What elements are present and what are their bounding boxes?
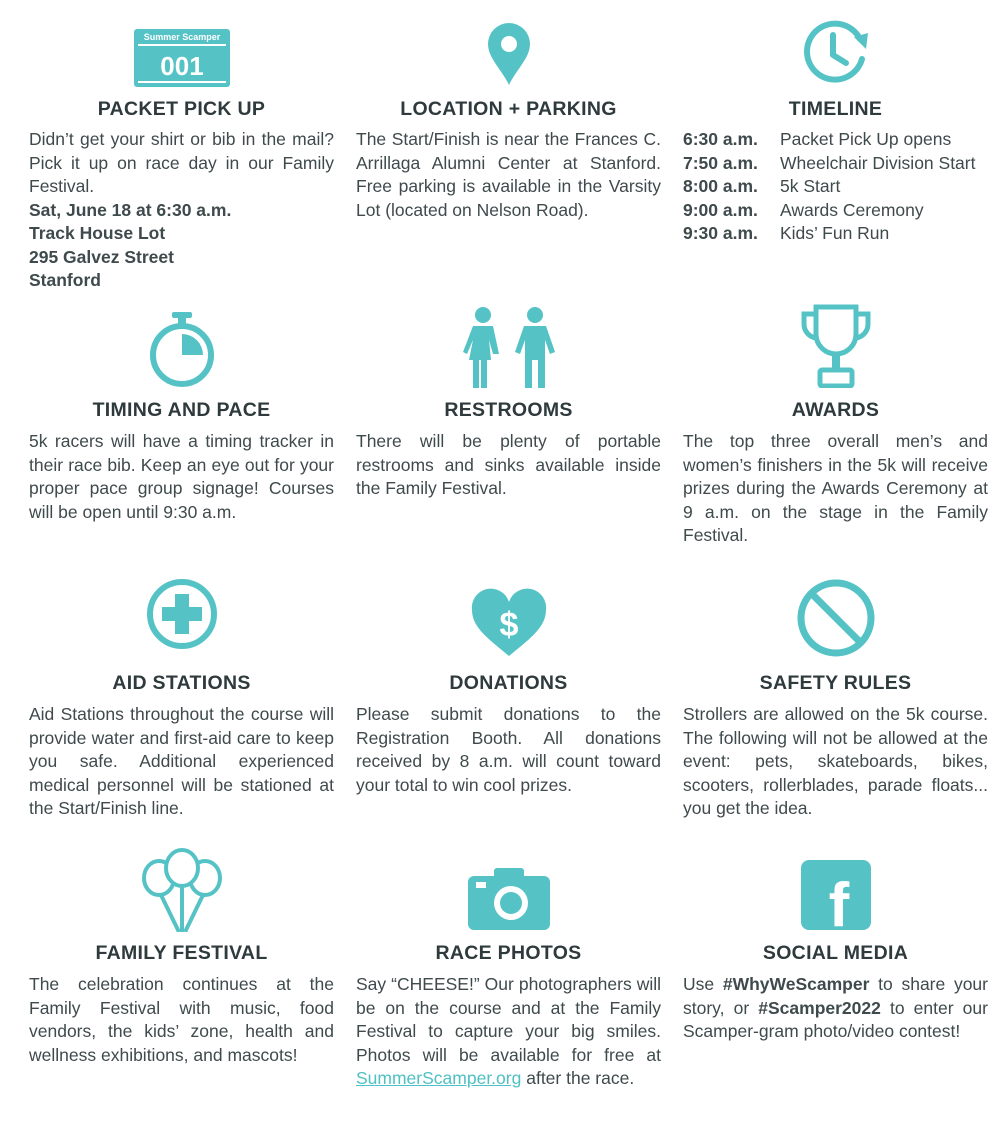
- map-pin-icon: [486, 22, 532, 86]
- timeline-time: 8:00 a.m.: [683, 176, 758, 196]
- stopwatch-icon: [147, 312, 217, 388]
- restrooms-body: There will be plenty of portable restrooms and sinks available inside the Family Festival.: [356, 431, 661, 498]
- safety-body: Strollers are allowed on the 5k course. The following will not be allowed at the event: pets, skateboards, bikes, scooters, rollerblades, parade floats... you get the idea.: [683, 704, 988, 818]
- first-aid-cross-icon: [146, 578, 218, 650]
- packet-title: PACKET PICK UP: [97, 98, 266, 120]
- bib-number: 001: [159, 51, 204, 81]
- awards-title: AWARDS: [791, 399, 880, 421]
- timeline-time: 7:50 a.m.: [683, 152, 758, 173]
- trophy-icon: [800, 304, 872, 388]
- donations-title: DONATIONS: [449, 672, 568, 694]
- location-body: The Start/Finish is near the Frances C. Arrillaga Alumni Center at Stanford. Free parking is available in the Varsity Lot (located on Nelson Road).: [356, 129, 661, 220]
- facebook-icon[interactable]: [801, 860, 871, 930]
- timeline-event: Awards Ceremony: [780, 199, 924, 220]
- packet-date: Sat, June 18 at 6:30 a.m.: [29, 199, 232, 220]
- safety-title: SAFETY RULES: [759, 672, 912, 694]
- website-link[interactable]: SummerScamper.org: [356, 1068, 522, 1088]
- camera-icon: [468, 868, 550, 930]
- packet-body: [29, 128, 334, 293]
- timeline-row: [683, 152, 1003, 176]
- timeline-row: [683, 128, 1003, 152]
- hashtag-scamper2022: #Scamper2022: [758, 997, 881, 1018]
- timeline-event: Kids’ Fun Run: [780, 223, 890, 243]
- photos-text: Say “CHEESE!” Our photographers will be on the course and at the Family Festival to capture your big smiles. Photos will be available for free at: [356, 974, 661, 1065]
- packet-place: Track House Lot: [29, 223, 166, 243]
- location-title: LOCATION + PARKING: [400, 98, 617, 120]
- social-text: to share your story, or: [683, 974, 988, 1018]
- timeline-event: 5k Start: [780, 176, 841, 196]
- photos-body: [356, 973, 661, 1091]
- timeline-list: [683, 128, 1003, 246]
- hashtag-whywescamper: #WhyWeScamper: [722, 974, 870, 994]
- packet-text: Didn’t get your shirt or bib in the mail? Pick it up on race day in our Family Festival.: [29, 129, 334, 196]
- restrooms-title: RESTROOMS: [444, 399, 573, 421]
- timeline-row: [683, 199, 1003, 223]
- packet-street: 295 Galvez Street: [29, 246, 174, 267]
- festival-title: FAMILY FESTIVAL: [95, 942, 268, 964]
- timing-title: TIMING AND PACE: [92, 399, 271, 421]
- timing-body: 5k racers will have a timing tracker in their race bib. Keep an eye out for your proper pace group signage! Courses will be open until 9:30 a.m.: [29, 431, 334, 522]
- facebook-letter: f: [828, 871, 849, 930]
- balloons-icon: [139, 848, 225, 932]
- photos-text-after: after the race.: [526, 1068, 635, 1088]
- timeline-event: Packet Pick Up opens: [780, 129, 952, 149]
- restroom-people-icon: [459, 306, 559, 388]
- social-title: SOCIAL MEDIA: [762, 942, 909, 964]
- aid-body: Aid Stations throughout the course will provide water and first-aid care to keep you safe. Additional experienced medical personnel will be stationed at the Start/Finish line.: [29, 704, 334, 818]
- donations-body: Please submit donations to the Registration Booth. All donations received by 8 a.m. will count toward your total to win cool prizes.: [356, 704, 661, 795]
- aid-title: AID STATIONS: [112, 672, 251, 694]
- timeline-time: 6:30 a.m.: [683, 129, 758, 149]
- timeline-title: TIMELINE: [788, 98, 883, 120]
- social-text: Use: [683, 974, 715, 994]
- packet-city: Stanford: [29, 270, 101, 290]
- race-bib-icon: [134, 29, 230, 87]
- social-text: to enter our Scamper-gram photo/video contest!: [683, 997, 988, 1041]
- timeline-row: [683, 175, 1003, 199]
- awards-body: The top three overall men’s and women’s finishers in the 5k will receive prizes during the Awards Ceremony at 9 a.m. on the stage in the Family Festival.: [683, 431, 988, 545]
- timeline-event: Wheelchair Division Start: [780, 152, 976, 173]
- festival-body: The celebration continues at the Family Festival with music, food vendors, the kids’ zone, health and wellness exhibitions, and mascots!: [29, 974, 334, 1065]
- prohibited-icon: [796, 578, 876, 658]
- timeline-time: 9:30 a.m.: [683, 223, 758, 243]
- photos-title: RACE PHOTOS: [435, 942, 582, 964]
- svg-text:$: $: [499, 606, 518, 644]
- timeline-time: 9:00 a.m.: [683, 199, 758, 220]
- bib-top-text: Summer Scamper: [143, 32, 220, 42]
- social-body: [683, 973, 988, 1044]
- heart-dollar-icon: [470, 588, 548, 658]
- clock-icon: [800, 19, 872, 87]
- timeline-row: [683, 222, 1003, 246]
